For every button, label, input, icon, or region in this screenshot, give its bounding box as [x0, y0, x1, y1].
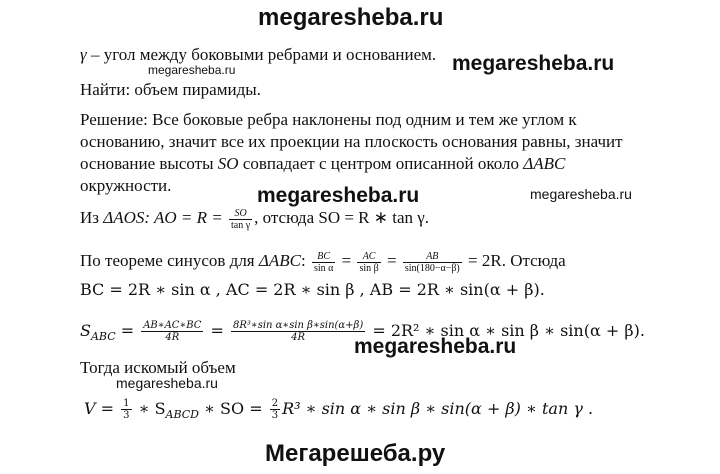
- area-frac-1-den: 4R: [165, 332, 180, 343]
- solution-line-3: [80, 153, 565, 175]
- volume-mid-1: ∗ S: [133, 399, 166, 418]
- aos-prefix: Из: [80, 208, 104, 227]
- sines-frac-2: [357, 251, 380, 274]
- aos-frac-num: SO: [229, 208, 252, 220]
- sines-prefix: По теореме синусов для: [80, 251, 259, 270]
- watermark-big-right-2: megaresheba.ru: [354, 335, 517, 358]
- watermark-small-right: megaresheba.ru: [530, 186, 632, 202]
- sines-frac-1-num: BC: [312, 251, 335, 263]
- aos-fraction: [229, 208, 252, 231]
- watermark-big-mid: megaresheba.ru: [257, 184, 420, 207]
- solution-3c: совпадает с центром описанной около: [238, 154, 524, 173]
- sines-rest: = 2R. Отсюда: [463, 251, 566, 270]
- sines-colon: :: [300, 251, 306, 270]
- sines-frac-1: [312, 251, 335, 274]
- aos-frac-den: tan γ: [230, 219, 251, 231]
- volume-frac-1-den: 3: [123, 410, 130, 421]
- area-frac-2: [231, 320, 365, 343]
- sines-frac-2-den: sin β: [359, 262, 379, 274]
- area-line: $S_{ABC}$ = $\frac{AB∗AC∗BC}{4R}$ = $\frac{\text{8R³∗sin α∗sin β∗sin(α+β)}}{4R}$ = 2R² ∗ sin α ∗ sin β ∗ sin(α + β).: [80, 320, 645, 343]
- then-line: Тогда искомый объем: [80, 358, 236, 377]
- solution-3a: основание высоты: [80, 154, 218, 173]
- volume-frac-2-den: 3: [271, 410, 279, 421]
- area-frac-2-den: 4R: [291, 332, 306, 343]
- solution-line-1: Решение: Все боковые ребра наклонены под одним и тем же углом к: [80, 110, 577, 129]
- sines-frac-3-den: sin(180−α−β): [404, 262, 460, 274]
- volume-frac-2-num: 2: [271, 398, 279, 409]
- gamma-definition: [80, 44, 436, 66]
- gamma-symbol: γ: [80, 45, 87, 64]
- watermark-small-2: megaresheba.ru: [116, 375, 218, 391]
- solution-line-2: основанию, значит все их проекции на плоскость основания равны, значит: [80, 132, 623, 151]
- sines-frac-3: [403, 251, 462, 274]
- volume-left: V =: [84, 399, 120, 418]
- solution-line-4: окружности.: [80, 176, 172, 195]
- find-line: Найти: объем пирамиды.: [80, 80, 261, 99]
- watermark-footer: Мегарешеба.ру: [265, 440, 446, 467]
- volume-rest: R³ ∗ sin α ∗ sin β ∗ sin(α + β) ∗ tan γ .: [282, 399, 594, 418]
- watermark-top: megaresheba.ru: [258, 4, 444, 31]
- sines-frac-1-den: sin α: [313, 262, 334, 274]
- area-label: S: [80, 321, 91, 340]
- volume-frac-2: [270, 398, 280, 421]
- area-frac-2-num: 8R³∗sin α∗sin β∗sin(α+β): [233, 320, 364, 331]
- sines-triangle: ΔABC: [258, 251, 301, 270]
- aos-triangle: ΔAOS: [103, 208, 145, 227]
- gamma-definition-text: – угол между боковыми ребрами и основанием.: [86, 45, 437, 64]
- volume-sub: ABCD: [165, 408, 199, 421]
- volume-mid-2: ∗ SO =: [199, 399, 268, 418]
- watermark-small-1: megaresheba.ru: [148, 63, 236, 77]
- solution-3d: ΔABC: [523, 154, 566, 173]
- area-rest: = 2R² ∗ sin α ∗ sin β ∗ sin(α + β).: [367, 321, 645, 340]
- volume-frac-1: [121, 398, 131, 421]
- aos-eq: : AO = R =: [144, 208, 227, 227]
- sines-frac-3-num: AB: [403, 251, 462, 263]
- area-frac-1: [141, 320, 203, 343]
- area-sub: ABC: [90, 330, 116, 343]
- solution-3b: SO: [217, 154, 239, 173]
- aos-rest: , отсюда SO = R ∗ tan γ.: [254, 208, 430, 227]
- area-frac-1-num: AB∗AC∗BC: [143, 320, 202, 331]
- volume-frac-1-num: 1: [123, 398, 130, 409]
- sines-frac-2-num: AC: [357, 251, 380, 263]
- watermark-big-right-1: megaresheba.ru: [452, 52, 615, 75]
- volume-line: [84, 392, 593, 432]
- sines-line: По теореме синусов для ΔABC: $\frac{BC}{\text{sin α}}$ = $\frac{AC}{\text{sin β}}$ = $\frac{AB}{\sin(180-\alpha-\beta)}$ = 2R. Отсюда: [80, 250, 566, 274]
- aos-line: [80, 203, 429, 233]
- sides-line: BC = 2R ∗ sin α , AC = 2R ∗ sin β , AB = 2R ∗ sin(α + β).: [80, 280, 545, 299]
